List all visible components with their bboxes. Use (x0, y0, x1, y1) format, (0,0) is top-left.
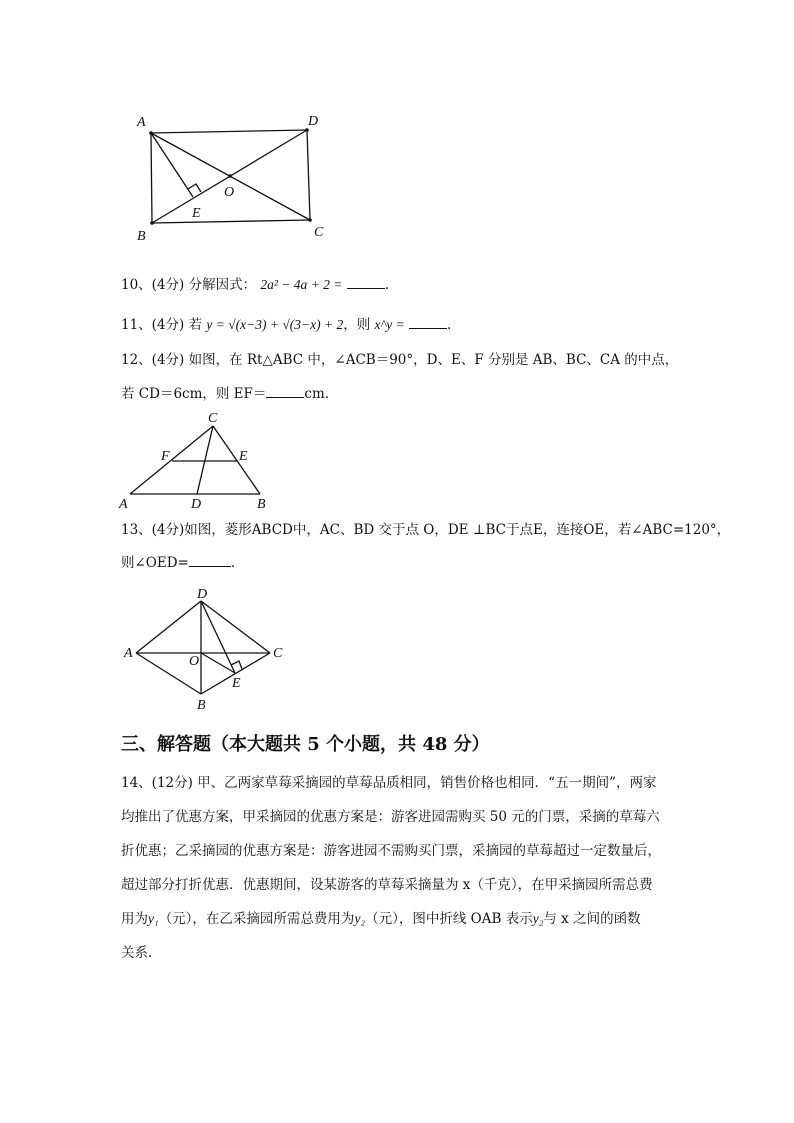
side-dc (201, 601, 270, 653)
q11-answer-blank[interactable] (409, 316, 447, 329)
q12-answer-blank[interactable] (266, 385, 304, 398)
label-e: E (232, 676, 241, 691)
label-c: C (273, 646, 283, 661)
q10-expression: 2a² − 4a + 2 = (260, 277, 343, 292)
q14-line-5: 用为y₁（元），在乙采摘园所需总费用为y₂（元），图中折线 OAB 表示y₂与 x 之间的函数 (121, 911, 641, 927)
label-b: B (257, 497, 266, 512)
label-d: D (197, 587, 208, 602)
label-a: A (124, 646, 133, 661)
label-e: E (239, 449, 248, 464)
q14-line-4: 超过部分打折优惠．优惠期间，设某游客的草莓采摘量为 x（千克），在甲采摘园所需总费 (121, 877, 653, 893)
side-bc (152, 220, 310, 223)
label-c: C (208, 411, 218, 426)
side-ac (130, 426, 213, 494)
q11-expression-2: x^y = (374, 317, 405, 332)
q13-text-a: 则∠OED= (121, 555, 189, 571)
side-bc (213, 426, 260, 494)
rectangle-figure (130, 108, 340, 248)
label-b: B (137, 229, 146, 244)
question-12-line-1: 12、(4分) 如图，在 Rt△ABC 中，∠ACB＝90°，D、E、F 分别是 AB、BC、CA 的中点， (121, 352, 679, 368)
rhombus-figure (118, 585, 293, 715)
question-10 (121, 275, 389, 295)
label-o: O (224, 185, 235, 200)
label-a: A (119, 497, 128, 512)
q10-answer-blank[interactable] (347, 276, 385, 289)
q13-text-b: . (230, 555, 236, 571)
segment-de (201, 601, 235, 673)
q14-line-6: 关系． (121, 945, 162, 961)
q10-end: . (384, 277, 389, 293)
question-14 (121, 766, 681, 970)
side-ad (136, 601, 201, 653)
label-o: O (189, 654, 200, 669)
label-c: C (314, 225, 324, 240)
q13-answer-blank[interactable] (189, 554, 231, 567)
q14-line-1: 14、(12分) 甲、乙两家草莓采摘园的草莓品质相同，销售价格也相同．“五一期间”，两家 (121, 775, 657, 791)
side-ad (151, 130, 307, 133)
q14-line-2: 均推出了优惠方案，甲采摘园的优惠方案是：游客进园需购买 50 元的门票，采摘的草莓六 (121, 809, 660, 825)
q10-number: 10、(4分) 分解因式： (121, 277, 257, 293)
label-d: D (308, 114, 319, 129)
label-b: B (197, 698, 206, 713)
label-d: D (191, 497, 202, 512)
section-3-heading: 三、解答题（本大题共 5 个小题，共 48 分） (121, 734, 490, 755)
label-a: A (137, 115, 146, 130)
perpendicular-ae (151, 133, 193, 197)
y1-symbol: y₁ (148, 911, 159, 926)
label-e: E (192, 206, 201, 221)
segment-cd (197, 426, 213, 494)
side-ab (151, 133, 152, 223)
q14-line-3: 折优惠；乙采摘园的优惠方案是：游客进园不需购买门票，采摘园的草莓超过一定数量后， (121, 843, 661, 859)
question-11 (121, 315, 451, 335)
label-f: F (161, 449, 170, 464)
question-13-line-2 (121, 553, 235, 573)
q11-expression: y = √(x−3) + √(3−x) + 2 (206, 317, 344, 332)
q12-text-b: cm. (304, 386, 330, 402)
triangle-figure (115, 408, 275, 512)
q11-mid: ，则 (343, 317, 371, 333)
side-dc (307, 130, 310, 220)
q11-number: 11、(4分) 若 (121, 317, 203, 333)
question-12-line-2 (121, 384, 329, 404)
y2-symbol-2: y₂ (532, 911, 544, 926)
q11-end: . (446, 317, 452, 333)
right-angle-mark (188, 184, 201, 192)
question-13-line-1: 13、(4分)如图，菱形ABCD中，AC、BD 交于点 O，DE ⊥BC于点E，连接OE，若∠ABC=120°， (121, 522, 731, 538)
y2-symbol: y₂ (354, 911, 366, 926)
q12-text-a: 若 CD＝6cm，则 EF＝ (121, 386, 267, 402)
